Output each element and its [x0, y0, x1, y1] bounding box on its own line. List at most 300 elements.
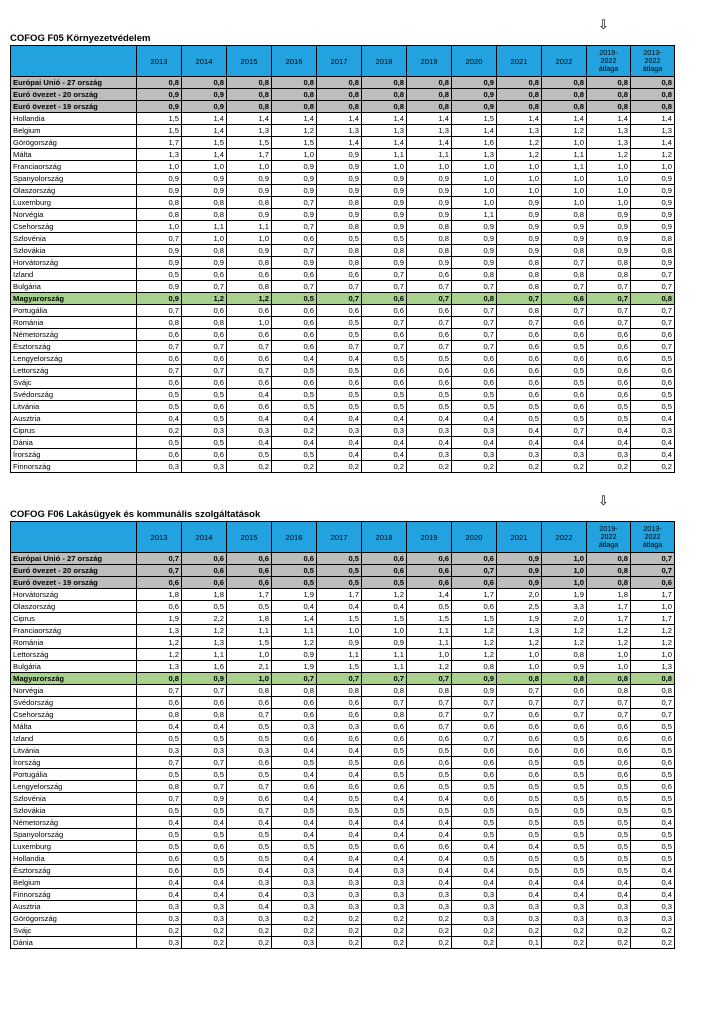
table-cell: 0,4: [272, 601, 317, 613]
table-cell: 0,3: [407, 889, 452, 901]
table-cell: 0,8: [407, 245, 452, 257]
row-label: Horvátország: [11, 589, 137, 601]
table-cell: 0,6: [227, 377, 272, 389]
table-cell: 0,8: [227, 101, 272, 113]
table-row: [11, 661, 675, 673]
table-cell: 0,5: [542, 377, 587, 389]
table-cell: 0,8: [497, 257, 542, 269]
table-cell: 0,6: [407, 329, 452, 341]
table-cell: 0,3: [182, 913, 227, 925]
table-cell: 0,8: [631, 233, 675, 245]
table-cell: 0,4: [587, 889, 631, 901]
table-cell: 0,6: [452, 601, 497, 613]
table-cell: 0,3: [227, 877, 272, 889]
table-cell: 0,5: [407, 353, 452, 365]
row-label: Lettország: [11, 649, 137, 661]
table-cell: 0,6: [587, 329, 631, 341]
table-cell: 0,8: [587, 89, 631, 101]
table-cell: 0,6: [272, 329, 317, 341]
table-cell: 0,9: [362, 257, 407, 269]
table-cell: 0,7: [137, 553, 182, 565]
table-cell: 0,7: [587, 281, 631, 293]
table-cell: 0,5: [497, 413, 542, 425]
header-corner: [11, 522, 137, 553]
table-cell: 0,4: [407, 877, 452, 889]
row-label: Olaszország: [11, 601, 137, 613]
table-cell: 0,3: [137, 913, 182, 925]
table-cell: 0,5: [452, 853, 497, 865]
table-cell: 0,5: [631, 805, 675, 817]
table-cell: 0,7: [362, 317, 407, 329]
table-row: [11, 317, 675, 329]
table-row: [11, 781, 675, 793]
header-row: [11, 522, 675, 553]
row-label: Olaszország: [11, 185, 137, 197]
table-cell: 1,0: [542, 565, 587, 577]
table-cell: 1,0: [542, 185, 587, 197]
table-row: [11, 637, 675, 649]
table-cell: 0,7: [182, 781, 227, 793]
row-label: Hollandia: [11, 113, 137, 125]
table-cell: 0,3: [137, 745, 182, 757]
table-cell: 0,5: [182, 601, 227, 613]
table-cell: 0,6: [587, 377, 631, 389]
table-cell: 0,4: [272, 793, 317, 805]
table-cell: 0,5: [317, 553, 362, 565]
table-cell: 0,7: [452, 305, 497, 317]
table-cell: 0,9: [452, 685, 497, 697]
table-cell: 0,9: [452, 673, 497, 685]
table-cell: 0,8: [362, 89, 407, 101]
column-header: 2013- 2022 átlaga: [631, 46, 675, 77]
table-cell: 0,9: [317, 173, 362, 185]
column-header: 2017: [317, 46, 362, 77]
table-row: [11, 901, 675, 913]
table-cell: 0,4: [631, 865, 675, 877]
table-cell: 0,5: [182, 733, 227, 745]
table-cell: 0,6: [631, 365, 675, 377]
table-cell: 1,4: [182, 125, 227, 137]
table-row: [11, 293, 675, 305]
table-cell: 0,5: [497, 793, 542, 805]
row-label: Svájc: [11, 377, 137, 389]
table-cell: 0,5: [587, 865, 631, 877]
row-label: Luxemburg: [11, 841, 137, 853]
table-cell: 0,8: [631, 245, 675, 257]
table-cell: 0,2: [182, 937, 227, 949]
table-cell: 1,2: [542, 625, 587, 637]
table-cell: 0,3: [631, 913, 675, 925]
table-cell: 1,0: [227, 317, 272, 329]
table-row: [11, 649, 675, 661]
table-cell: 0,7: [317, 673, 362, 685]
table-cell: 0,5: [497, 805, 542, 817]
table-cell: 0,6: [497, 365, 542, 377]
table-cell: 0,6: [362, 841, 407, 853]
table-cell: 0,9: [542, 221, 587, 233]
table-cell: 1,3: [497, 125, 542, 137]
table-cell: 1,0: [182, 161, 227, 173]
table-cell: 0,7: [452, 565, 497, 577]
table-cell: 0,4: [497, 437, 542, 449]
table-cell: 0,5: [542, 853, 587, 865]
table-cell: 1,4: [407, 137, 452, 149]
table-cell: 0,7: [182, 365, 227, 377]
table-cell: 0,7: [317, 281, 362, 293]
table-row: [11, 805, 675, 817]
table-cell: 0,3: [362, 901, 407, 913]
table-cell: 2,0: [542, 613, 587, 625]
table-cell: 0,7: [407, 721, 452, 733]
table-cell: 0,6: [272, 341, 317, 353]
table-cell: 0,6: [587, 769, 631, 781]
table-cell: 0,3: [362, 877, 407, 889]
table-cell: 0,6: [182, 377, 227, 389]
table-cell: 0,6: [272, 781, 317, 793]
table-cell: 1,3: [227, 125, 272, 137]
table-cell: 0,5: [272, 805, 317, 817]
table-cell: 0,9: [182, 793, 227, 805]
table-cell: 0,8: [631, 685, 675, 697]
column-header: 2022: [542, 46, 587, 77]
table-cell: 0,5: [407, 769, 452, 781]
row-label: Euró övezet - 20 ország: [11, 565, 137, 577]
row-label: Észtország: [11, 341, 137, 353]
table-cell: 0,5: [272, 841, 317, 853]
table-cell: 1,6: [182, 661, 227, 673]
table-cell: 0,2: [227, 461, 272, 473]
table-cell: 0,6: [631, 377, 675, 389]
section-f05: [10, 17, 675, 473]
table-cell: 0,8: [317, 245, 362, 257]
table-cell: 0,3: [182, 461, 227, 473]
table-cell: 0,7: [362, 697, 407, 709]
table-cell: 0,5: [631, 769, 675, 781]
table-cell: 0,6: [587, 733, 631, 745]
table-cell: 1,2: [272, 637, 317, 649]
table-cell: 1,1: [272, 625, 317, 637]
table-cell: 0,7: [497, 685, 542, 697]
table-cell: 0,5: [227, 601, 272, 613]
table-cell: 1,2: [182, 293, 227, 305]
table-cell: 1,4: [407, 589, 452, 601]
table-row: [11, 233, 675, 245]
table-cell: 0,6: [497, 389, 542, 401]
table-cell: 0,6: [227, 565, 272, 577]
table-cell: 0,5: [587, 829, 631, 841]
table-cell: 0,5: [497, 865, 542, 877]
row-label: Norvégia: [11, 209, 137, 221]
table-row: [11, 389, 675, 401]
table-cell: 0,6: [137, 353, 182, 365]
table-cell: 1,1: [542, 149, 587, 161]
table-cell: 0,9: [407, 257, 452, 269]
table-row: [11, 553, 675, 565]
row-label: Csehország: [11, 221, 137, 233]
table-cell: 0,9: [452, 77, 497, 89]
table-cell: 0,6: [272, 709, 317, 721]
table-cell: 0,7: [542, 425, 587, 437]
table-cell: 1,1: [227, 625, 272, 637]
table-cell: 1,3: [631, 125, 675, 137]
table-cell: 0,5: [497, 401, 542, 413]
row-label: Lengyelország: [11, 781, 137, 793]
table-cell: 0,5: [317, 565, 362, 577]
row-label: Németország: [11, 817, 137, 829]
table-cell: 1,0: [542, 577, 587, 589]
table-cell: 0,8: [137, 197, 182, 209]
table-cell: 0,8: [182, 709, 227, 721]
table-cell: 0,4: [542, 437, 587, 449]
table-cell: 0,7: [497, 697, 542, 709]
table-cell: 0,9: [317, 161, 362, 173]
table-cell: 0,3: [227, 425, 272, 437]
table-cell: 0,6: [497, 329, 542, 341]
table-cell: 0,7: [362, 341, 407, 353]
table-cell: 0,4: [317, 853, 362, 865]
table-cell: 0,7: [137, 685, 182, 697]
table-cell: 0,5: [542, 769, 587, 781]
table-cell: 0,8: [407, 685, 452, 697]
table-cell: 0,3: [407, 449, 452, 461]
row-label: Görögország: [11, 913, 137, 925]
table-cell: 1,3: [182, 637, 227, 649]
table-cell: 0,8: [227, 685, 272, 697]
table-cell: 1,9: [272, 589, 317, 601]
table-cell: 0,3: [182, 901, 227, 913]
table-row: [11, 937, 675, 949]
table-cell: 0,6: [182, 353, 227, 365]
table-cell: 0,3: [272, 889, 317, 901]
table-cell: 0,6: [182, 553, 227, 565]
table-cell: 0,4: [452, 865, 497, 877]
table-cell: 0,8: [137, 209, 182, 221]
row-label: Norvégia: [11, 685, 137, 697]
table-cell: 0,6: [587, 757, 631, 769]
table-cell: 0,5: [182, 829, 227, 841]
row-label: Szlovákia: [11, 805, 137, 817]
table-cell: 0,6: [227, 329, 272, 341]
section-f06: [10, 493, 675, 949]
table-cell: 0,2: [272, 461, 317, 473]
table-cell: 0,7: [631, 565, 675, 577]
table-cell: 0,7: [407, 281, 452, 293]
table-cell: 0,4: [272, 437, 317, 449]
row-label: Szlovákia: [11, 245, 137, 257]
table-row: [11, 341, 675, 353]
table-cell: 0,3: [137, 461, 182, 473]
table-cell: 0,8: [542, 245, 587, 257]
table-cell: 1,1: [407, 625, 452, 637]
column-header: 2013- 2022 átlaga: [631, 522, 675, 553]
table-cell: 0,7: [542, 697, 587, 709]
column-header: 2017: [317, 522, 362, 553]
table-cell: 0,4: [452, 437, 497, 449]
table-cell: 0,6: [182, 269, 227, 281]
table-row: [11, 365, 675, 377]
table-cell: 1,2: [137, 649, 182, 661]
table-cell: 0,7: [631, 553, 675, 565]
table-cell: 0,3: [452, 913, 497, 925]
table-cell: 0,9: [452, 221, 497, 233]
table-cell: 1,0: [497, 661, 542, 673]
row-label: Észtország: [11, 865, 137, 877]
table-cell: 0,6: [407, 365, 452, 377]
table-cell: 1,3: [362, 125, 407, 137]
table-cell: 0,5: [317, 841, 362, 853]
table-cell: 0,8: [631, 673, 675, 685]
table-cell: 1,2: [497, 137, 542, 149]
table-cell: 1,7: [137, 137, 182, 149]
table-cell: 0,6: [317, 269, 362, 281]
table-cell: 0,9: [587, 233, 631, 245]
table-cell: 0,6: [227, 269, 272, 281]
table-cell: 0,3: [137, 901, 182, 913]
table-cell: 0,5: [362, 233, 407, 245]
table-cell: 0,4: [542, 877, 587, 889]
table-cell: 0,8: [587, 685, 631, 697]
table-cell: 0,6: [407, 757, 452, 769]
column-header: 2018: [362, 46, 407, 77]
table-cell: 0,7: [137, 305, 182, 317]
table-cell: 1,2: [587, 625, 631, 637]
table-cell: 0,5: [407, 745, 452, 757]
table-cell: 0,7: [587, 305, 631, 317]
table-cell: 0,6: [362, 721, 407, 733]
column-header: 2016: [272, 46, 317, 77]
table-cell: 1,0: [272, 149, 317, 161]
table-cell: 0,8: [631, 101, 675, 113]
table-cell: 0,6: [362, 305, 407, 317]
table-cell: 0,5: [452, 805, 497, 817]
table-cell: 0,7: [317, 341, 362, 353]
table-cell: 0,6: [407, 733, 452, 745]
table-cell: 0,4: [362, 793, 407, 805]
table-cell: 0,4: [587, 877, 631, 889]
table-cell: 0,5: [631, 353, 675, 365]
table-cell: 0,9: [407, 185, 452, 197]
table-cell: 0,7: [407, 673, 452, 685]
table-cell: 0,6: [317, 377, 362, 389]
table-cell: 0,4: [542, 889, 587, 901]
table-cell: 0,5: [317, 793, 362, 805]
table-cell: 0,6: [407, 269, 452, 281]
table-cell: 0,5: [137, 389, 182, 401]
table-cell: 0,4: [362, 437, 407, 449]
table-cell: 0,6: [407, 377, 452, 389]
table-cell: 0,1: [497, 937, 542, 949]
table-cell: 0,5: [631, 389, 675, 401]
table-cell: 0,9: [407, 173, 452, 185]
table-cell: 1,0: [497, 185, 542, 197]
table-cell: 0,6: [227, 793, 272, 805]
table-cell: 1,0: [452, 161, 497, 173]
table-cell: 0,2: [587, 461, 631, 473]
table-cell: 0,5: [497, 829, 542, 841]
table-cell: 0,5: [631, 793, 675, 805]
table-cell: 0,4: [452, 413, 497, 425]
table-cell: 0,4: [587, 425, 631, 437]
table-cell: 1,4: [272, 113, 317, 125]
table-cell: 0,3: [452, 889, 497, 901]
table-cell: 0,4: [362, 853, 407, 865]
table-cell: 0,7: [362, 269, 407, 281]
table-cell: 0,5: [182, 769, 227, 781]
column-header: 2021: [497, 46, 542, 77]
table-cell: 0,8: [362, 77, 407, 89]
table-cell: 1,8: [137, 589, 182, 601]
table-cell: 0,9: [227, 185, 272, 197]
table-cell: 0,7: [452, 341, 497, 353]
row-label: Ciprus: [11, 613, 137, 625]
table-cell: 0,6: [542, 685, 587, 697]
table-cell: 0,5: [407, 389, 452, 401]
table-cell: 0,6: [587, 341, 631, 353]
table-row: [11, 449, 675, 461]
table-cell: 0,4: [407, 413, 452, 425]
table-cell: 0,3: [631, 425, 675, 437]
table-cell: 0,2: [137, 925, 182, 937]
table-cell: 0,5: [542, 733, 587, 745]
table-cell: 0,4: [227, 389, 272, 401]
table-cell: 1,0: [407, 161, 452, 173]
table-cell: 0,6: [182, 577, 227, 589]
table-cell: 0,7: [407, 317, 452, 329]
table-cell: 1,0: [587, 661, 631, 673]
table-cell: 0,3: [182, 425, 227, 437]
table-cell: 0,8: [137, 781, 182, 793]
table-cell: 1,4: [182, 113, 227, 125]
table-cell: 0,9: [182, 257, 227, 269]
table-cell: 0,7: [497, 317, 542, 329]
table-cell: 1,0: [587, 649, 631, 661]
row-label: Málta: [11, 721, 137, 733]
table-cell: 0,4: [182, 889, 227, 901]
table-cell: 0,8: [587, 257, 631, 269]
table-cell: 0,5: [227, 853, 272, 865]
table-cell: 0,2: [497, 461, 542, 473]
table-cell: 0,8: [407, 77, 452, 89]
table-row: [11, 425, 675, 437]
table-cell: 0,5: [362, 805, 407, 817]
table-cell: 0,8: [137, 709, 182, 721]
table-cell: 0,6: [272, 233, 317, 245]
table-cell: 0,6: [452, 553, 497, 565]
table-cell: 1,1: [542, 161, 587, 173]
table-cell: 0,3: [227, 745, 272, 757]
table-cell: 0,5: [542, 817, 587, 829]
table-cell: 1,0: [542, 553, 587, 565]
table-cell: 0,6: [137, 377, 182, 389]
table-cell: 0,4: [272, 353, 317, 365]
table-cell: 0,5: [362, 353, 407, 365]
column-header: 2014: [182, 46, 227, 77]
table-cell: 0,4: [317, 745, 362, 757]
table-row: [11, 793, 675, 805]
table-cell: 0,7: [497, 293, 542, 305]
table-cell: 0,2: [317, 937, 362, 949]
table-cell: 0,4: [317, 769, 362, 781]
table-cell: 0,2: [317, 925, 362, 937]
table-cell: 0,8: [587, 101, 631, 113]
table-cell: 1,3: [407, 125, 452, 137]
table-cell: 0,5: [587, 805, 631, 817]
table-cell: 0,3: [497, 449, 542, 461]
table-cell: 0,3: [137, 937, 182, 949]
column-header: 2022: [542, 522, 587, 553]
table-row: [11, 853, 675, 865]
table-cell: 0,6: [182, 697, 227, 709]
